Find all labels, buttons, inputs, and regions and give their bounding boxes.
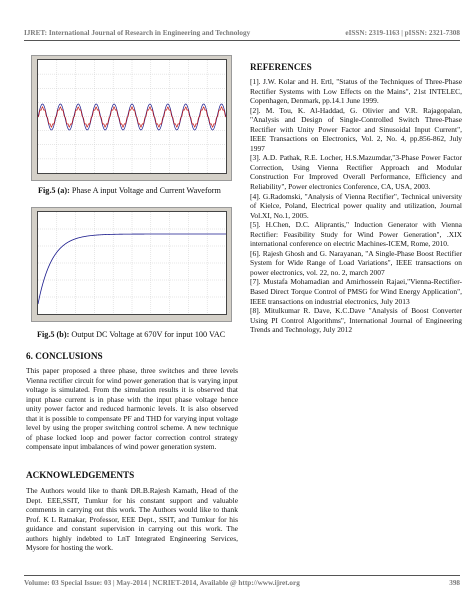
figure-5a-label: Fig.5 (a): (38, 186, 70, 195)
issn-text: eISSN: 2319-1163 | pISSN: 2321-7308 (345, 29, 460, 37)
reference-item: [7]. Mustafa Mohamadian and Amirhossein Rajaei,"Vienna-Rectifier-Based Direct Torque Control of PMSG for Wind Energy Application", IEEE transactions on industrial electronics, July 2013 (250, 277, 462, 306)
reference-item: [5]. H.Chen, D.C. Aliprantis," Induction Generator with Vienna Rectifier: Feasibility Study for Wind Power Generation", .XIX international conference on electric Machines-ICEM, Rome, 2010. (250, 220, 462, 249)
footer-volume-info: Volume: 03 Special Issue: 03 | May-2014 | NCRIET-2014, Available @ http://www.ijret.org (24, 579, 300, 587)
reference-item: [2]. M. Tou, K. Al-Haddad, G. Olivier and V.R. Rajagopalan, "Analysis and Design of Single-Controlled Switch Three-Phase Rectifier with Unity Power Factor and Sinusoidal Input Current", IEEE Transactions on Electronics, Vol. 2, No. 4, pp.856-862, July 1997 (250, 105, 462, 153)
conclusions-paragraph: This paper proposed a three phase, three switches and three levels Vienna rectifier circuit for wind power generation that is varying input voltage is simulated. From the simulation results it is observed that input phase current is in phase with the input phase voltage hence unity power factor and reduced harmonic levels. It is also observed that it is possible to compensate PF and THD for varying input voltage level by using the proper switching control scheme. A new technique of phase locked loop and power factor correction control strategy compensate input imbalances of wind power generation system. (26, 366, 238, 452)
header-rule (24, 40, 460, 41)
figure-5b-label: Fig.5 (b): (37, 330, 70, 339)
acknowledgements-heading: ACKNOWLEDGEMENTS (26, 470, 135, 480)
acknowledgements-paragraph: The Authors would like to thank DR.B.Rajesh Kamath, Head of the Dept. EEE,SSIT, Tumkur for his constant support and valuable comments in carrying out this work. The Authors would like to thank Prof. K L Ratnakar, Professor, EEE Dept., SSIT, and Tumkur for his guidance and constant supervision in carrying out this work. The authors highly indebted to LnT Integrated Engineering Services, Mysore for hosting the work. (26, 486, 238, 553)
figure-5a-text: Phase A input Voltage and Current Waveform (71, 186, 221, 195)
references-heading: REFERENCES (250, 62, 312, 72)
reference-item: [6]. Rajesh Ghosh and G. Narayanan, "A Single-Phase Boost Rectifier System for Wide Range of Load Variations", IEEE transactions on power electronics, vol. 22, no. 2, march 2007 (250, 248, 462, 277)
page-footer (24, 579, 460, 587)
references-list (250, 77, 462, 335)
reference-item: [3]. A.D. Pathak, R.E. Locher, H.S.Mazumdar,"3-Phase Power Factor Correction, Using Vienna Rectifier Approach and Modular Construction For Improved Overall Performance, Efficiency and Reliability", Power electronics Conference, CA, USA, 2003. (250, 153, 462, 192)
reference-item: [4]. G.Radomski, "Analysis of Vienna Rectifier", Technical university of Kielce, Poland, Electrical power quality and utilization, Journal Vol.XI, No.1, 2005. (250, 191, 462, 220)
footer-rule (24, 575, 460, 576)
reference-item: [1]. J.W. Kolar and H. Ertl, "Status of the Techniques of Three-Phase Rectifier Systems with Low Effects on the Mains", 21st INTELEC, Copenhagen, Denmark, pp.14.1 June 1999. (250, 77, 462, 106)
page-header (24, 29, 460, 37)
journal-name: IJRET: International Journal of Research in Engineering and Technology (24, 29, 251, 37)
figure-5b (31, 207, 232, 322)
reference-item: [8]. Mitulkumar R. Dave, K.C.Dave "Analysis of Boost Converter Using PI Control Algorithms", International Journal of Engineering Trends and Technology, July 2012 (250, 306, 462, 335)
figure-5b-plot-area (37, 211, 227, 315)
dc-voltage-plot (38, 212, 226, 314)
figure-5a-plot-area (37, 59, 227, 174)
figure-5a-caption (38, 186, 221, 195)
figure-5b-caption (37, 330, 225, 339)
conclusions-heading: 6. CONCLUSIONS (26, 351, 103, 361)
waveform-plot (38, 60, 226, 173)
figure-5a (31, 55, 232, 181)
page-number: 398 (449, 579, 460, 587)
figure-5b-text: Output DC Voltage at 670V for input 100 VAC (71, 330, 226, 339)
